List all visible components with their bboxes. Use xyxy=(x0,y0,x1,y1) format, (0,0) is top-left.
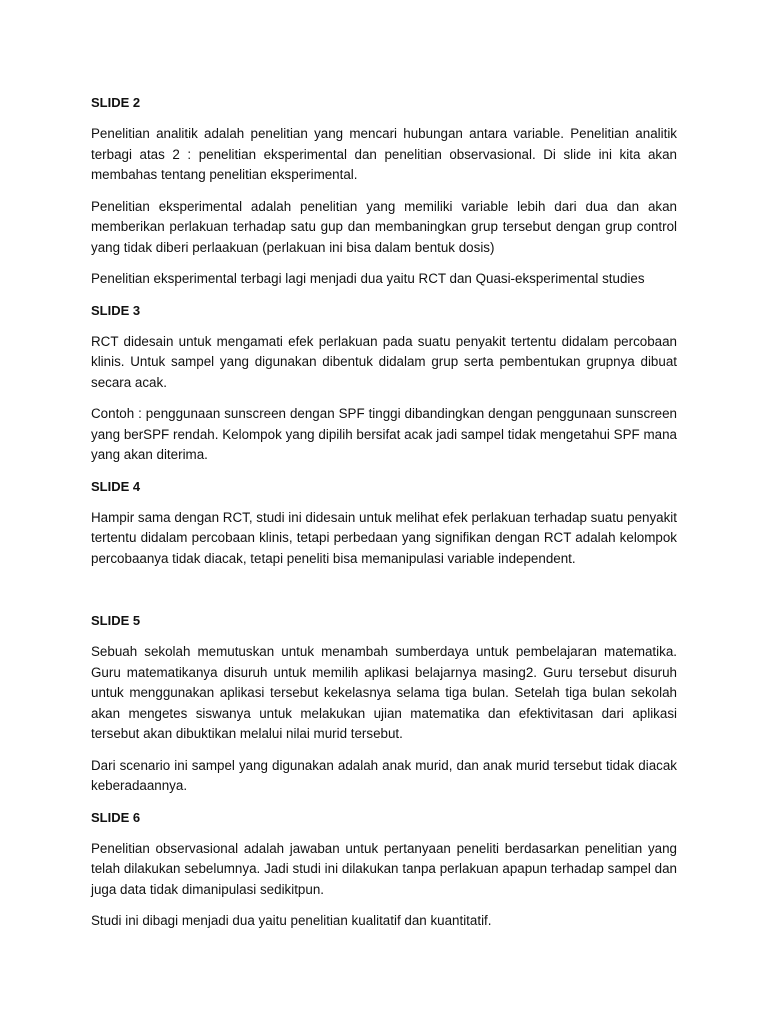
paragraph: RCT didesain untuk mengamati efek perlakuan pada suatu penyakit tertentu didalam percobaan klinis. Untuk sampel yang digunakan dibentuk didalam grup serta pembentukan grupnya dibuat secara acak. xyxy=(91,333,677,390)
paragraph: Sebuah sekolah memutuskan untuk menambah sumberdaya untuk pembelajaran matematika. Guru matematikanya disuruh untuk memilih aplikasi belajarnya masing2. Guru tersebut disuruh untuk menggunakan aplikasi tersebut kekelasnya selama tiga bulan. Setelah tiga bulan sekolah akan mengetes siswanya untuk melakukan ujian matematika dan efektivitasan dari aplikasi tersebut akan dibuktikan melalui nilai murid tersebut. xyxy=(91,644,677,741)
section-heading-slide-3: SLIDE 3 xyxy=(91,302,141,318)
paragraph: Dari scenario ini sampel yang digunakan adalah anak murid, dan anak murid tersebut tidak diacak keberadaannya. xyxy=(91,757,677,793)
blank-line xyxy=(91,580,677,611)
section-heading-slide-6: SLIDE 6 xyxy=(91,809,141,825)
paragraph: Penelitian eksperimental terbagi lagi menjadi dua yaitu RCT dan Quasi-eksperimental studies xyxy=(91,271,645,286)
section-heading-slide-2: SLIDE 2 xyxy=(91,95,141,110)
section-heading-slide-4: SLIDE 4 xyxy=(91,478,141,494)
paragraph: Contoh : penggunaan sunscreen dengan SPF tinggi dibandingkan dengan penggunaan sunscreen yang berSPF rendah. Kelompok yang dipilih bersifat acak jadi sampel tidak mengetahui SPF mana yang akan diterima. xyxy=(91,406,677,462)
paragraph: Penelitian eksperimental adalah penelitian yang memiliki variable lebih dari dua dan akan memberikan perlakuan terhadap satu gup dan membaningkan grup tersebut dengan grup control yang tidak diberi perlaakuan (perlakuan ini bisa dalam bentuk dosis) xyxy=(91,198,677,255)
section-heading-slide-5: SLIDE 5 xyxy=(91,613,141,628)
paragraph: Studi ini dibagi menjadi dua yaitu penelitian kualitatif dan kuantitatif. xyxy=(91,913,492,928)
document-page xyxy=(91,93,677,943)
paragraph: Hampir sama dengan RCT, studi ini didesain untuk melihat efek perlakuan terhadap suatu penyakit tertentu didalam percobaan klinis, tetapi perbedaan yang signifikan dengan RCT adalah kelompok percobaanya tidak diacak, tetapi peneliti bisa memanipulasi variable independent. xyxy=(91,509,677,566)
paragraph: Penelitian observasional adalah jawaban untuk pertanyaan peneliti berdasarkan penelitian yang telah dilakukan sebelumnya. Jadi studi ini dilakukan tanpa perlakuan apapun terhadap sampel dan juga data tidak dimanipulasi sedikitpun. xyxy=(91,840,677,897)
paragraph: Penelitian analitik adalah penelitian yang mencari hubungan antara variable. Penelitian analitik terbagi atas 2 : penelitian eksperimental dan penelitian observasional. Di slide ini kita akan membahas tentang penelitian eksperimental. xyxy=(91,126,677,182)
